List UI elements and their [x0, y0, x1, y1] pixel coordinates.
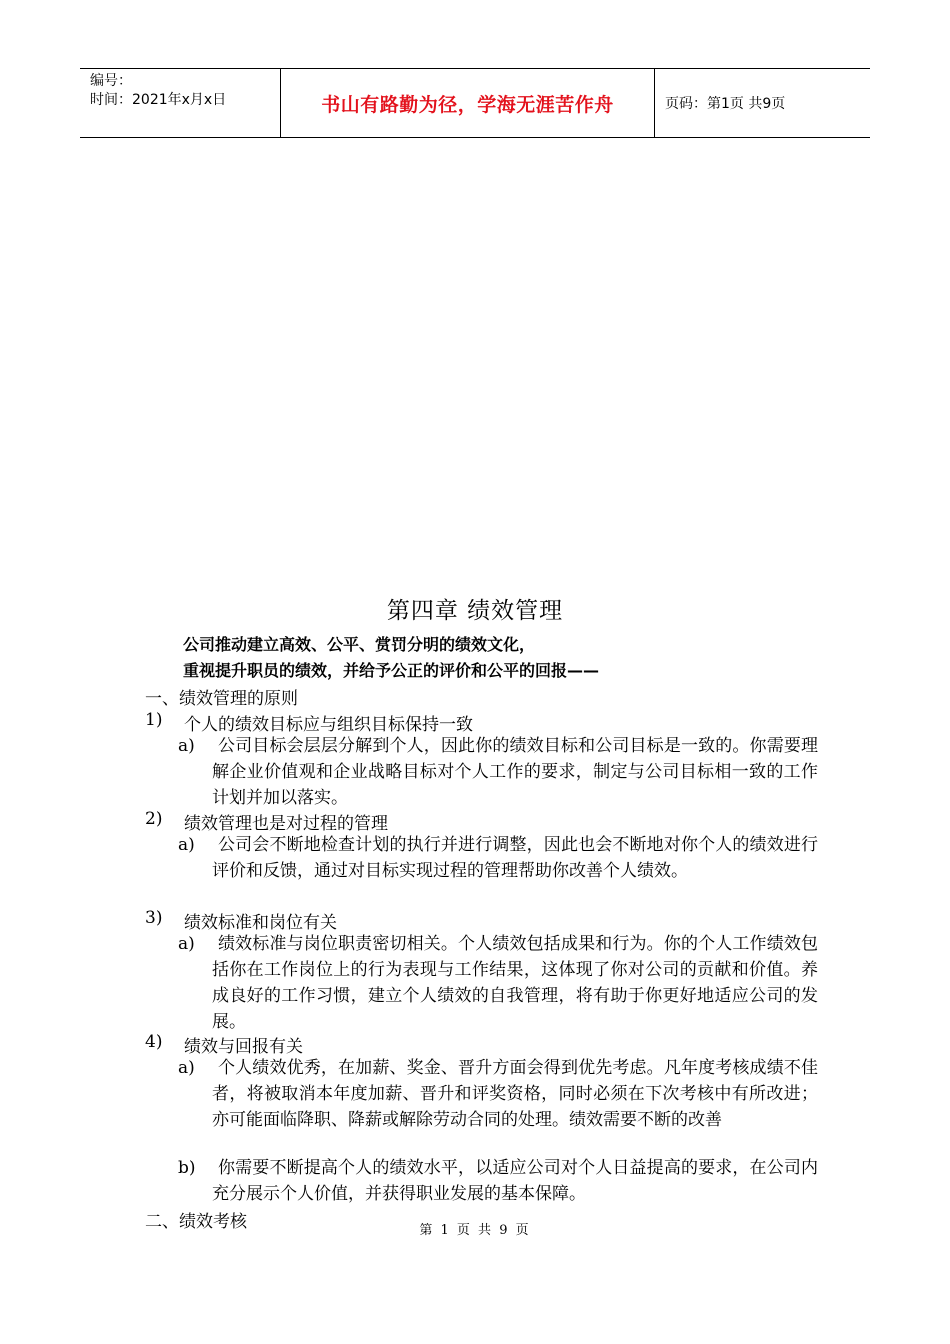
principle-4-item-b: [178, 1155, 818, 1207]
chapter-title: 第四章 绩效管理: [386, 598, 564, 624]
page-footer: 第 1 页 共 9 页: [419, 1223, 531, 1238]
number-label: 编号：: [90, 73, 132, 89]
tagline-1: 公司推动建立高效、公平、赏罚分明的绩效文化，: [183, 635, 536, 654]
tagline-2: 重视提升职员的绩效，并给予公正的评价和公平的回报——: [183, 661, 600, 680]
principle-2-item-a: [178, 832, 818, 884]
item-text: 绩效标准与岗位职责密切相关。个人绩效包括成果和行为。你的个人工作绩效包括你在工作岗位上的行为表现与工作结果，这体现了你对公司的贡献和价值。养成良好的工作习惯，建立个人绩效的自我管理，将有助于你更好地适应公司的发展。: [212, 934, 818, 1032]
item-label: a): [178, 736, 195, 756]
item-text: 公司会不断地检查计划的执行并进行调整，因此也会不断地对你个人的绩效进行评价和反馈，通过对目标实现过程的管理帮助你改善个人绩效。: [212, 835, 818, 881]
page-header: [80, 68, 870, 138]
item-label: a): [178, 1058, 195, 1078]
principle-title: 个人的绩效目标应与组织目标保持一致: [184, 715, 473, 735]
principle-title: 绩效标准和岗位有关: [184, 913, 337, 933]
principle-number: 1): [145, 710, 163, 730]
principle-number: 2): [145, 809, 163, 829]
item-label: a): [178, 835, 195, 855]
principle-number: 3): [145, 908, 163, 928]
section-heading-evaluation: 二、绩效考核: [145, 1212, 247, 1232]
principle-title: 绩效管理也是对过程的管理: [184, 814, 388, 834]
header-meta: [80, 69, 281, 137]
section-heading-principles: 一、绩效管理的原则: [145, 689, 298, 709]
header-page-info: 页码：第1页 共9页: [665, 96, 786, 112]
item-text: 你需要不断提高个人的绩效水平，以适应公司对个人日益提高的要求，在公司内充分展示个人价值，并获得职业发展的基本保障。: [212, 1158, 818, 1204]
principle-1-item-a: [178, 733, 818, 811]
principle-4-item-a: [178, 1055, 818, 1133]
header-motto: 书山有路勤为径，学海无涯苦作舟: [281, 69, 655, 137]
time-label: 时间：2021年x月x日: [90, 92, 227, 108]
principle-number: 4): [145, 1032, 163, 1052]
item-label: b): [178, 1158, 196, 1178]
item-text: 公司目标会层层分解到个人，因此你的绩效目标和公司目标是一致的。你需要理解企业价值观和企业战略目标对个人工作的要求，制定与公司目标相一致的工作计划并加以落实。: [212, 736, 818, 808]
item-label: a): [178, 934, 195, 954]
principle-3-item-a: [178, 931, 818, 1035]
item-text: 个人绩效优秀，在加薪、奖金、晋升方面会得到优先考虑。凡年度考核成绩不佳者，将被取消本年度加薪、晋升和评奖资格，同时必须在下次考核中有所改进；亦可能面临降职、降薪或解除劳动合同的处理。绩效需要不断的改善: [212, 1058, 818, 1130]
principle-title: 绩效与回报有关: [184, 1037, 303, 1057]
